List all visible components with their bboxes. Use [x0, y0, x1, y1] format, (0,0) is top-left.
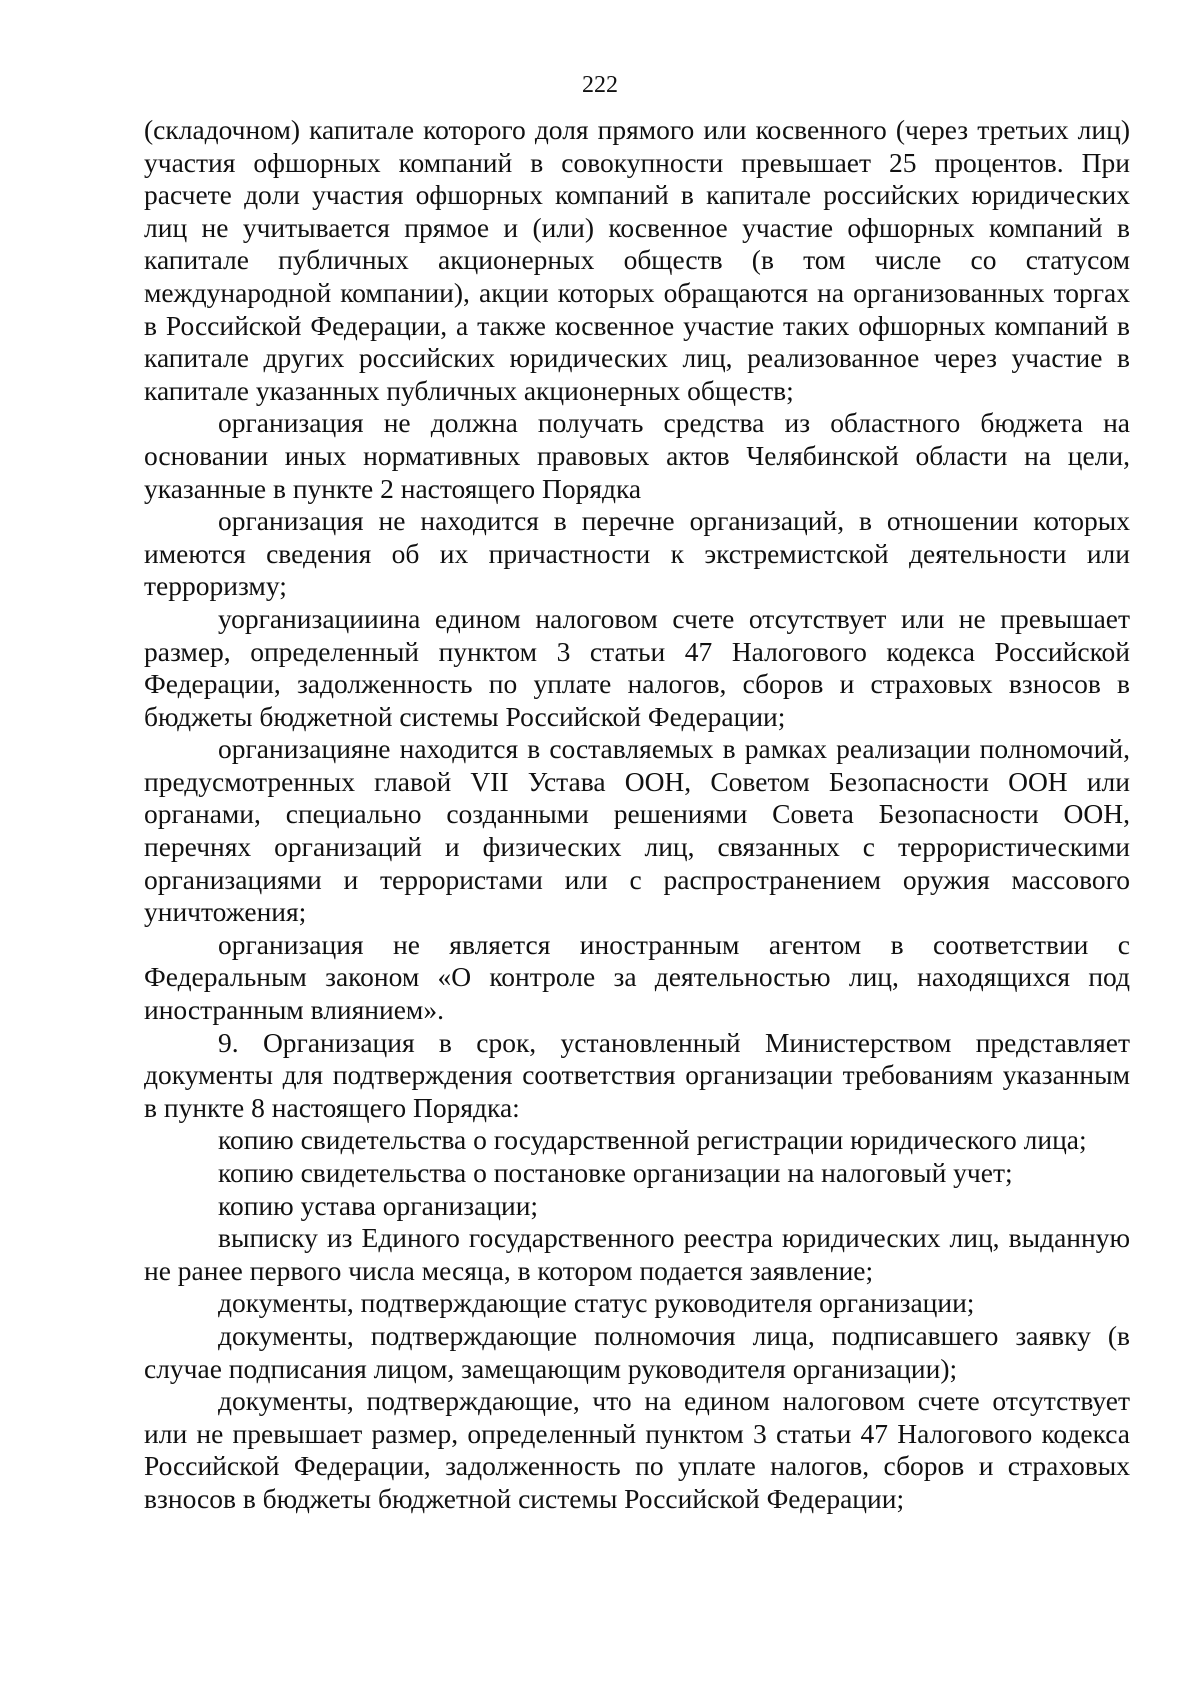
document-body	[144, 114, 1130, 1516]
paragraph-tax-debt-docs: документы, подтверждающие, что на едином налоговом счете отсутствует или не превышает размер, определенный пунктом 3 статьи 47 Налогового кодекса Российской Федерации, задолженность по уплате налогов, сборов и страховых взносов в бюджеты бюджетной системы Российской Федерации;	[144, 1385, 1130, 1514]
paragraph-tax-registration-certificate: копию свидетельства о постановке организации на налоговый учет;	[218, 1157, 1013, 1188]
paragraph-un-sanctions-list: организацияне находится в составляемых в рамках реализации полномочий, предусмотренных главой VII Устава ООН, Советом Безопасности ООН или органами, специально созданными решениями Совета Безопасности ООН, перечнях организаций и физических лиц, связанных с террористическими организациями и террористами или с распространением оружия массового уничтожения;	[144, 733, 1130, 928]
paragraph-offshore-participation: (складочном) капитале которого доля прямого или косвенного (через третьих лиц) участия офшорных компаний в совокупности превышает 25 процентов. При расчете доли участия офшорных компаний в капитале российских юридических лиц не учитывается прямое и (или) косвенное участие офшорных компаний в капитале публичных акционерных обществ (в том числе со статусом международной компании), акции которых обращаются на организованных торгах в Российской Федерации, а также косвенное участие таких офшорных компаний в капитале других российских юридических лиц, реализованное через участие в капитале указанных публичных акционерных обществ;	[144, 114, 1130, 406]
paragraph-foreign-agent: организация не является иностранным агентом в соответствии с Федеральным законом «О контроле за деятельностью лиц, находящихся под иностранным влиянием».	[144, 928, 1130, 1026]
paragraph-extremism-list: организация не находится в перечне организаций, в отношении которых имеются сведения об их причастности к экстремистской деятельности или терроризму;	[144, 505, 1130, 602]
paragraph-signatory-authority-docs: документы, подтверждающие полномочия лица, подписавшего заявку (в случае подписания лицом, замещающим руководителя организации);	[144, 1319, 1130, 1384]
paragraph-section-9: 9. Организация в срок, установленный Министерством представляет документы для подтверждения соответствия организации требованиям указанным в пункте 8 настоящего Порядка:	[144, 1026, 1130, 1123]
paragraph-head-status-docs: документы, подтверждающие статус руководителя организации;	[218, 1287, 975, 1319]
paragraph-charter-copy: копию устава организации;	[218, 1189, 539, 1221]
paragraph-registration-certificate: копию свидетельства о государственной регистрации юридического лица;	[218, 1124, 1087, 1156]
paragraph-tax-debt: уорганизацииина едином налоговом счете отсутствует или не превышает размер, определенный пунктом 3 статьи 47 Налогового кодекса Российской Федерации, задолженность по уплате налогов, сборов и страховых взносов в бюджеты бюджетной системы Российской Федерации;	[144, 602, 1130, 732]
page-number: 222	[582, 72, 618, 98]
paragraph-regional-budget-funds: организация не должна получать средства из областного бюджета на основании иных нормативных правовых актов Челябинской области на цели, указанные в пункте 2 настоящего Порядка	[144, 407, 1130, 504]
paragraph-egrul-extract: выписку из Единого государственного реестра юридических лиц, выданную не ранее первого числа месяца, в котором подается заявление;	[144, 1222, 1130, 1286]
